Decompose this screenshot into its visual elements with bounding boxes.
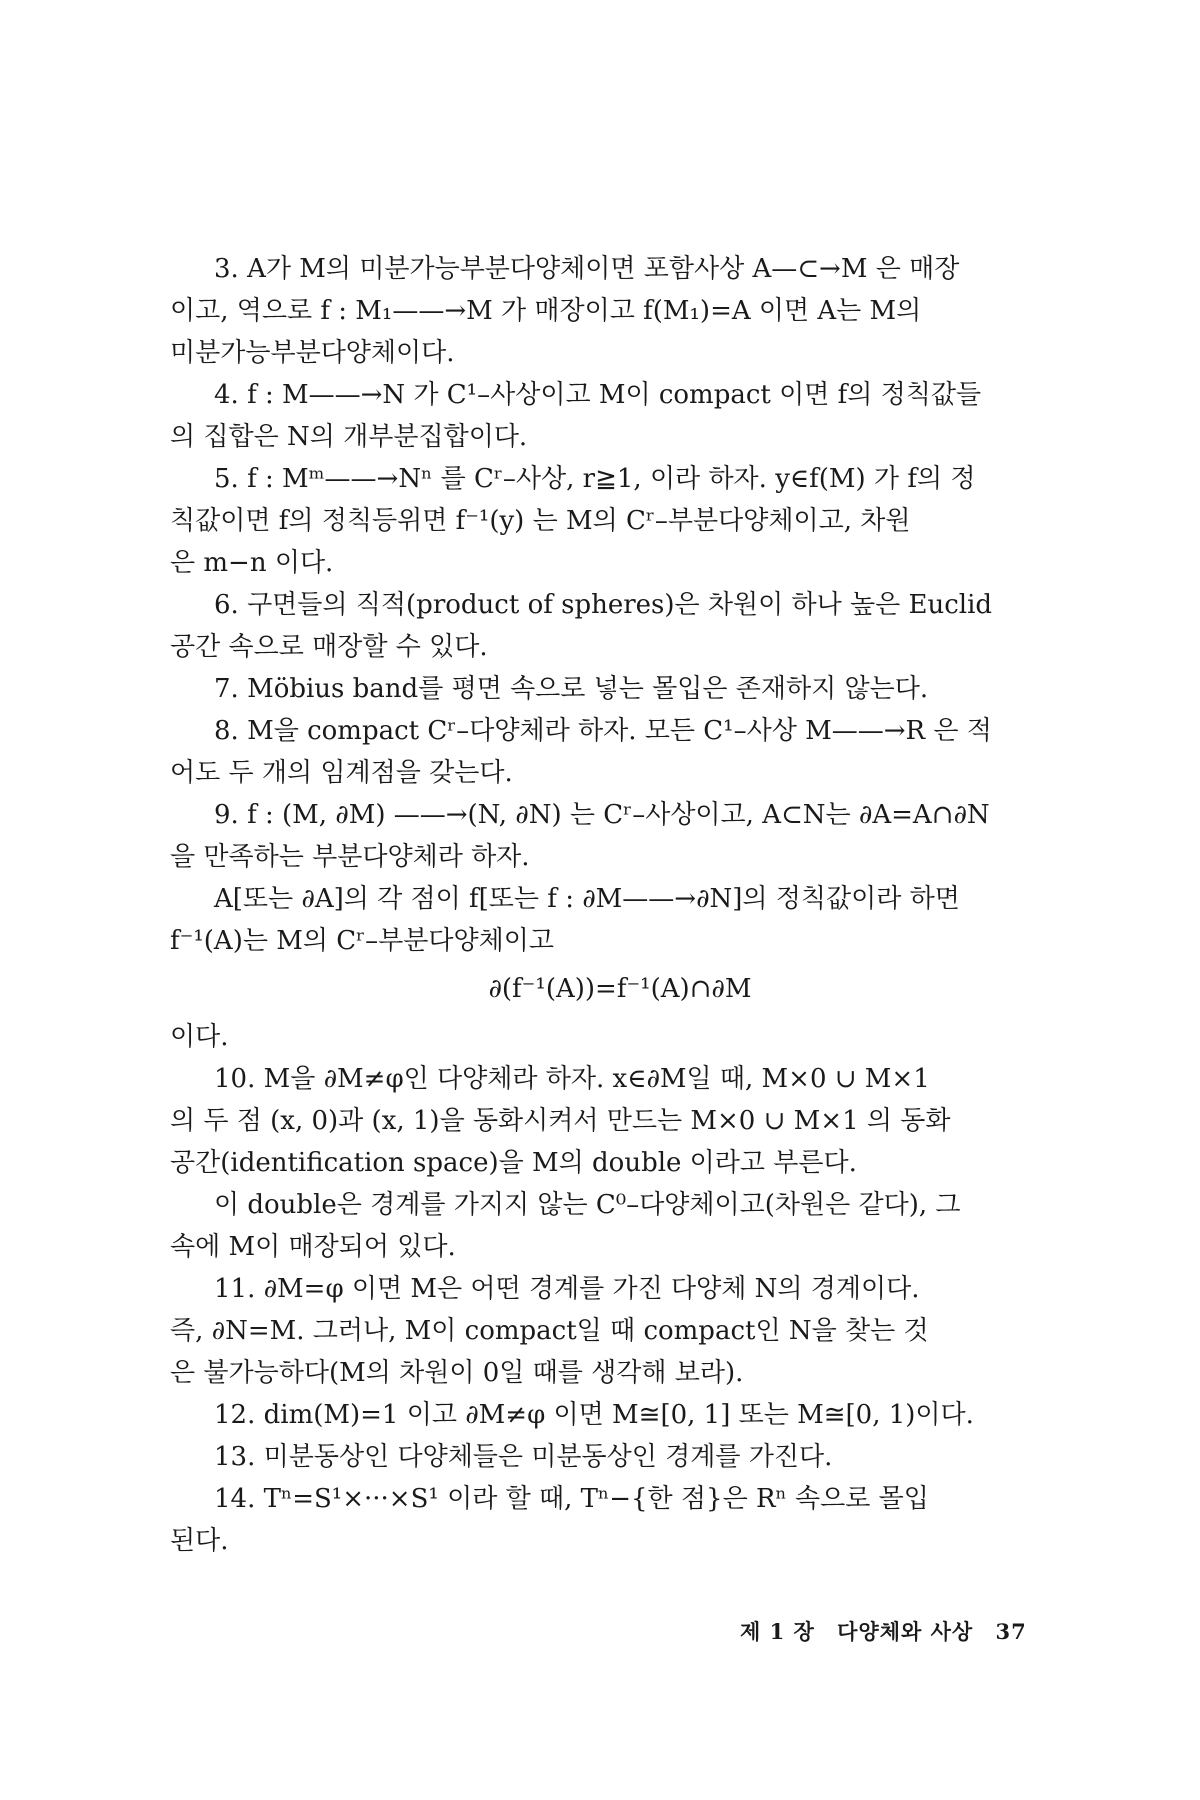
body-line: 9. f : (M, ∂M) ——→(N, ∂N) 는 Cʳ–사상이고, A⊂N는 ∂A=A∩∂N	[214, 800, 990, 830]
body-line: 의 집합은 N의 개부분집합이다.	[170, 422, 528, 452]
body-line: 14. Tⁿ=S¹×···×S¹ 이라 할 때, Tⁿ−{한 점}은 Rⁿ 속으로 몰입	[214, 1484, 929, 1514]
body-line: 은 m−n 이다.	[170, 548, 334, 578]
body-line: A[또는 ∂A]의 각 점이 f[또는 f : ∂M——→∂N]의 정칙값이라 하면	[214, 884, 960, 914]
body-line: 7. Möbius band를 평면 속으로 넣는 몰입은 존재하지 않는다.	[214, 674, 929, 704]
chapter-title: 다양체와 사상	[837, 1619, 974, 1644]
body-line: 된다.	[170, 1526, 229, 1556]
body-line: 8. M을 compact Cʳ–다양체라 하자. 모든 C¹–사상 M——→R 은 적	[214, 716, 992, 746]
body-line: 공간(identification space)을 M의 double 이라고 부른다.	[170, 1148, 857, 1178]
body-line: 속에 M이 매장되어 있다.	[170, 1232, 456, 1262]
body-line: 3. A가 M의 미분가능부분다양체이면 포함사상 A—⊂→M 은 매장	[214, 254, 960, 284]
page-body	[170, 248, 1070, 1562]
body-line: 미분가능부분다양체이다.	[170, 338, 455, 368]
body-line: 5. f : Mᵐ——→Nⁿ 를 Cʳ–사상, r≧1, 이라 하자. y∈f(M) 가 f의 정	[214, 464, 976, 494]
body-line: 이고, 역으로 f : M₁——→M 가 매장이고 f(M₁)=A 이면 A는 M의	[170, 296, 922, 326]
body-line: 은 불가능하다(M의 차원이 0일 때를 생각해 보라).	[170, 1358, 744, 1388]
body-line: 의 두 점 (x, 0)과 (x, 1)을 동화시켜서 만드는 M×0 ∪ M×1 의 동화	[170, 1106, 951, 1136]
body-line: 13. 미분동상인 다양체들은 미분동상인 경계를 가진다.	[214, 1442, 833, 1472]
body-line: 4. f : M——→N 가 C¹–사상이고 M이 compact 이면 f의 정칙값들	[214, 380, 982, 410]
body-line: 6. 구면들의 직적(product of spheres)은 차원이 하나 높은 Euclid	[214, 590, 993, 620]
body-line: 이 double은 경계를 가지지 않는 C⁰–다양체이고(차원은 같다), 그	[214, 1190, 961, 1220]
body-line: 즉, ∂N=M. 그러나, M이 compact일 때 compact인 N을 찾는 것	[170, 1316, 929, 1346]
page-number: 37	[995, 1619, 1027, 1644]
body-line: 어도 두 개의 임계점을 갖는다.	[170, 758, 513, 788]
body-line: 12. dim(M)=1 이고 ∂M≠φ 이면 M≅[0, 1] 또는 M≅[0, 1)이다.	[214, 1400, 974, 1430]
display-equation: ∂(f⁻¹(A))=f⁻¹(A)∩∂M	[488, 974, 752, 1004]
body-line: 11. ∂M=φ 이면 M은 어떤 경계를 가진 다양체 N의 경계이다.	[214, 1274, 920, 1304]
running-footer	[740, 1616, 1041, 1646]
body-line: 10. M을 ∂M≠φ인 다양체라 하자. x∈∂M일 때, M×0 ∪ M×1	[214, 1064, 930, 1094]
body-line: 이다.	[170, 1022, 229, 1052]
body-line: 공간 속으로 매장할 수 있다.	[170, 632, 488, 662]
chapter-label: 제 1 장	[740, 1619, 815, 1644]
body-line: 을 만족하는 부분다양체라 하자.	[170, 842, 530, 872]
body-line: f⁻¹(A)는 M의 Cʳ–부분다양체이고	[170, 926, 554, 956]
body-line: 칙값이면 f의 정칙등위면 f⁻¹(y) 는 M의 Cʳ–부분다양체이고, 차원	[170, 506, 911, 536]
